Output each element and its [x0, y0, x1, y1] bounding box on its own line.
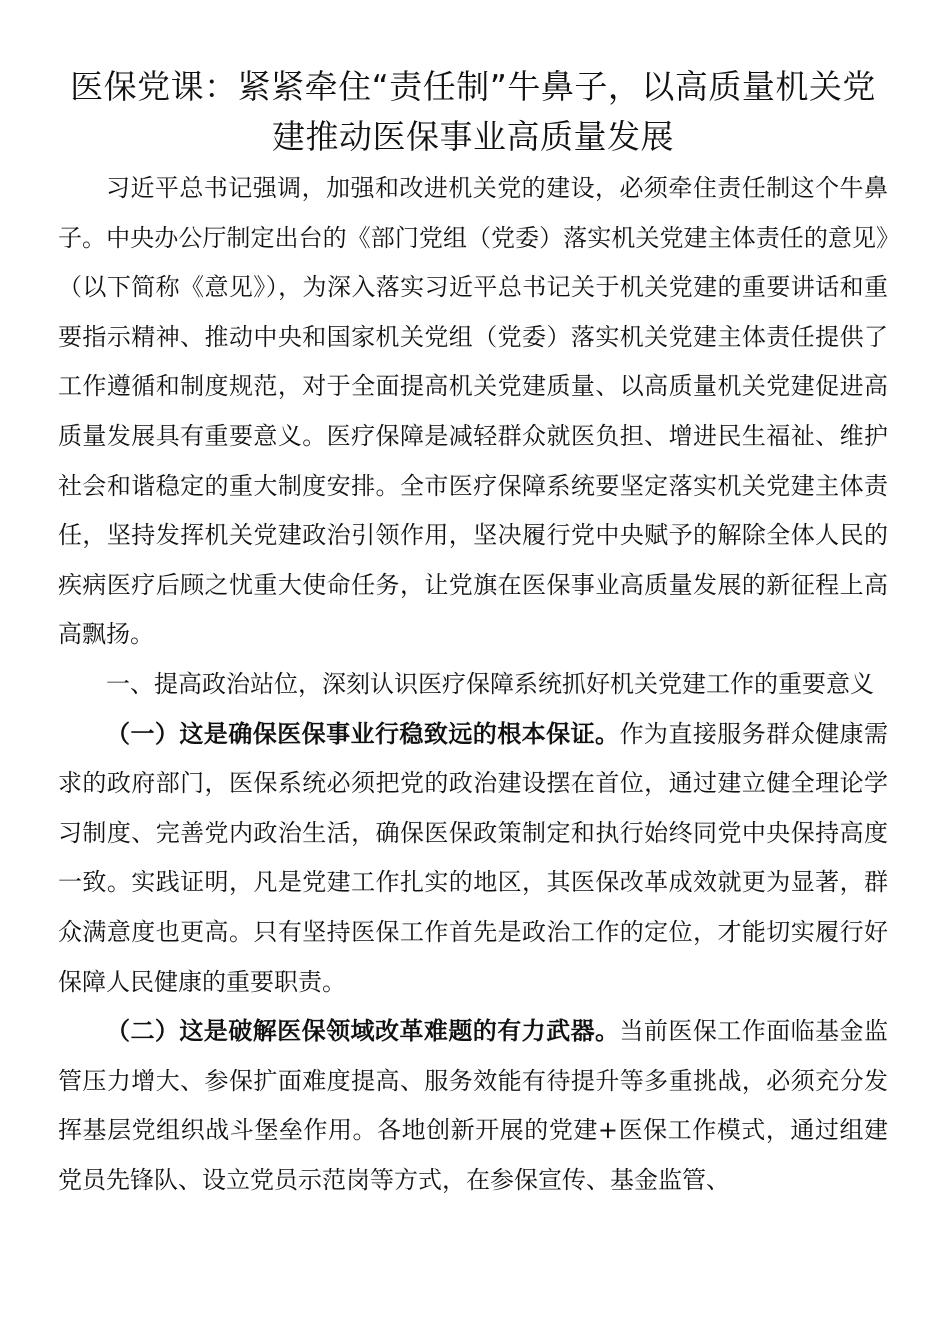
item-1-body: 作为直接服务群众健康需求的政府部门，医保系统必须把党的政治建设摆在首位，通过建立健全理论学习制度、完善党内政治生活，确保医保政策制定和执行始终同党中央保持高度一致。实践证明，凡是党建工作扎实的地区，其医保改革成效就更为显著，群众满意度也更高。只有坚持医保工作首先是政治工作的定位，才能切实履行好保障人民健康的重要职责。: [58, 719, 888, 996]
item-paragraph-2: [58, 1007, 888, 1205]
item-2-body: 当前医保工作面临基金监管压力增大、参保扩面难度提高、服务效能有待提升等多重挑战，必须充分发挥基层党组织战斗堡垒作用。各地创新开展的党建+医保工作模式，通过组建党员先锋队、设立党员示范岗等方式，在参保宣传、基金监管、: [58, 1017, 888, 1194]
document-title: 医保党课：紧紧牵住“责任制”牛鼻子，以高质量机关党建推动医保事业高质量发展: [70, 67, 876, 156]
document-page: [58, 62, 888, 1205]
intro-paragraph: 习近平总书记强调，加强和改进机关党的建设，必须牵住责任制这个牛鼻子。中央办公厅制定出台的《部门党组（党委）落实机关党建主体责任的意见》（以下简称《意见》），为深入落实习近平总书记关于机关党建的重要讲话和重要指示精神、推动中央和国家机关党组（党委）落实机关党建主体责任提供了工作遵循和制度规范，对于全面提高机关党建质量、以高质量机关党建促进高质量发展具有重要意义。医疗保障是减轻群众就医负担、增进民生福祉、维护社会和谐稳定的重大制度安排。全市医疗保障系统要坚定落实机关党建主体责任，坚持发挥机关党建政治引领作用，坚决履行党中央赋予的解除全体人民的疾病医疗后顾之忧重大使命任务，让党旗在医保事业高质量发展的新征程上高高飘扬。: [58, 174, 888, 649]
item-2-lead: （二）这是破解医保领域改革难题的有力武器。: [106, 1017, 620, 1046]
item-paragraph-1: [58, 710, 888, 1008]
item-1-lead: （一）这是确保医保事业行稳致远的根本保证。: [106, 719, 620, 748]
section-heading-1: 一、提高政治站位，深刻认识医疗保障系统抓好机关党建工作的重要意义: [106, 669, 874, 698]
